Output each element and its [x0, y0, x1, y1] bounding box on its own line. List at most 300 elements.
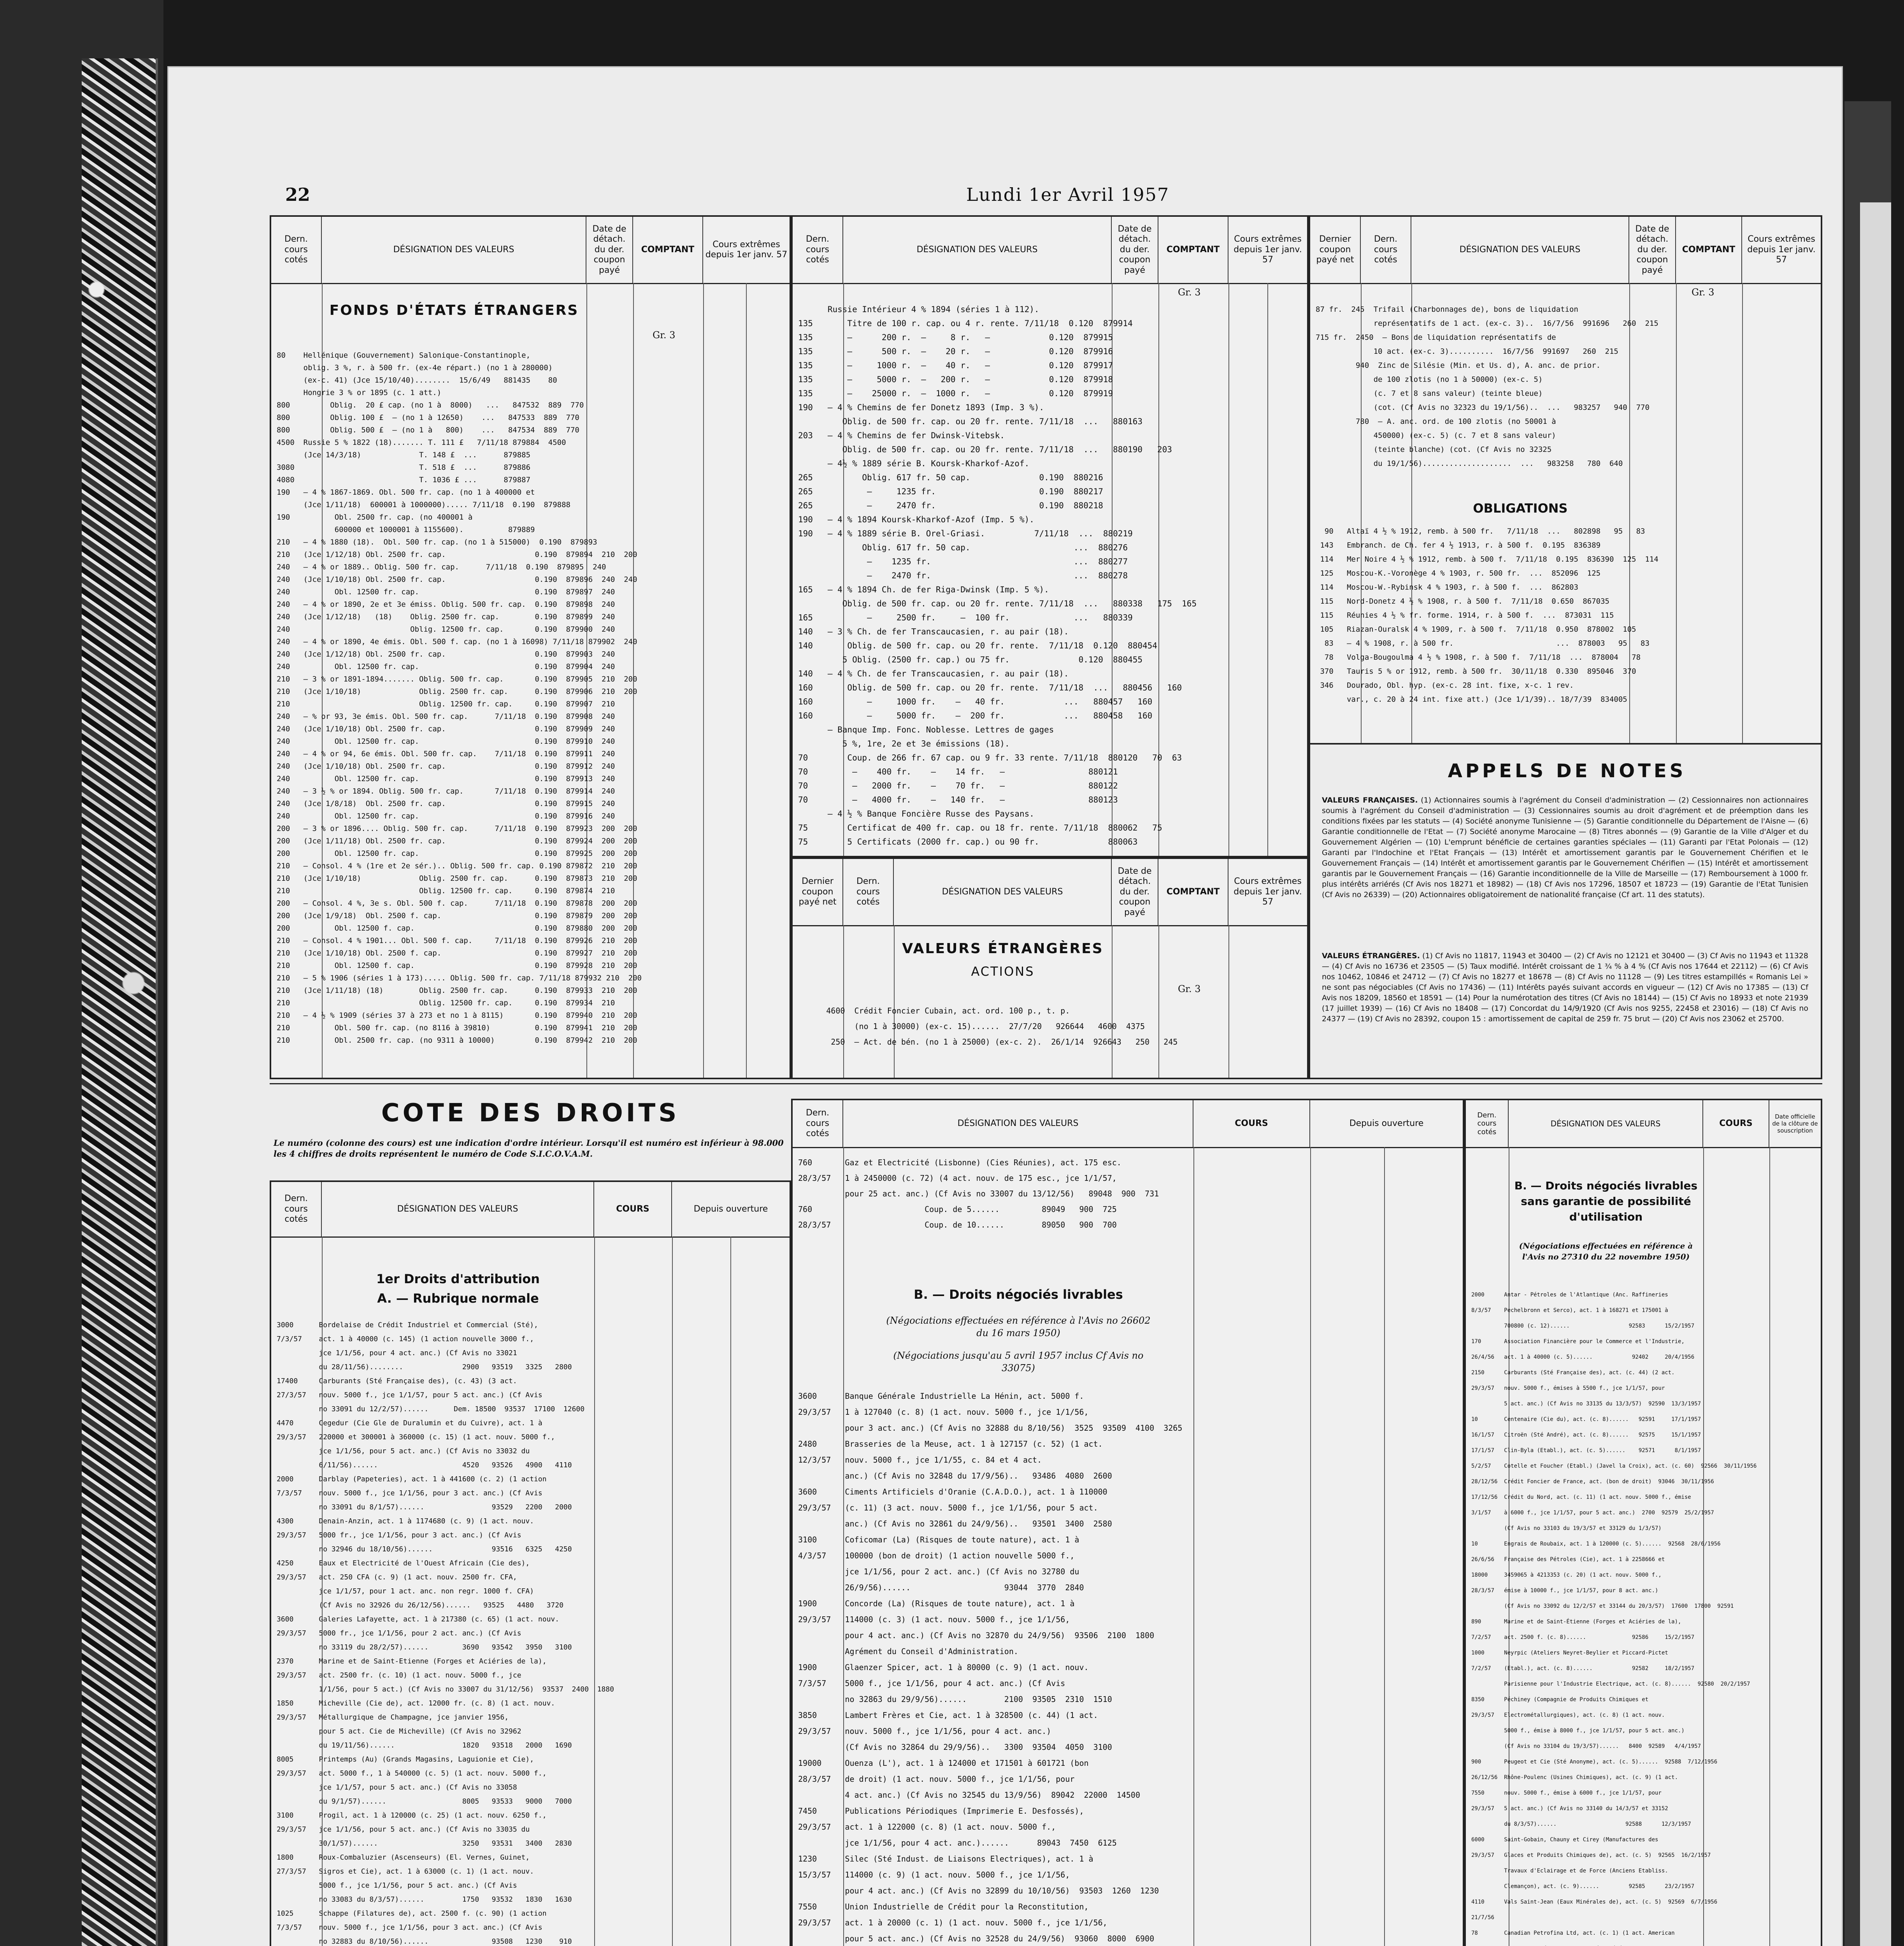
table-row: 210 Obl. 12500 f. cap. 0.190 879928 210 200 — [277, 961, 637, 970]
table-row: 4470 Cegedur (Cie Gle de Duralumin et du Cuivre), act. 1 à — [277, 1419, 542, 1427]
table-row: Agrément du Conseil d'Administration. — [798, 1647, 1018, 1656]
table-row: 30/1/57)...... 3250 93531 3400 2830 — [277, 1839, 572, 1848]
hdr-date-detach: Date de détach. du der. coupon payé — [1629, 217, 1676, 283]
table-row: 28/3/57 émise à 10000 f., jce 1/1/57, pour 8 act. anc.) — [1471, 1588, 1658, 1594]
table-row: 240 — 4 % or 1890, 2e et 3e émiss. Oblig. 500 fr. cap. 0.190 879898 240 — [277, 600, 615, 609]
droits-attribution-table — [270, 1180, 791, 1946]
hdr-comptant: COMPTANT — [1158, 859, 1228, 925]
table-row: Clemançon), act. (c. 9)...... 92585 23/2/1957 — [1471, 1883, 1695, 1890]
table-row: (teinte blanche) (cot. (Cf Avis no 32325 — [1316, 445, 1552, 454]
table-row: var., c. 20 à 24 int. fixe att.) (Jce 1/1/39).. 18/7/39 834005 — [1316, 695, 1627, 704]
table-row: 210 (Jce 1/12/18) Obl. 2500 fr. cap. 0.190 879894 210 200 — [277, 550, 637, 559]
table-header — [1310, 217, 1821, 284]
table-row: 10 act. (ex-c. 3).......... 16/7/56 991697 260 215 — [1316, 347, 1618, 356]
hdr-dern-cours: Dern. cours cotés — [1466, 1100, 1509, 1147]
table-row: 70 — 400 fr. — 14 fr. — 880121 — [798, 767, 1118, 776]
table-row: 190 — 4 % Chemins de fer Donetz 1893 (Imp. 3 %). — [798, 403, 1044, 412]
table-row: (c. 7 et 8 sans valeur) (teinte bleue) — [1316, 389, 1543, 398]
table-row: 140 — 3 % Ch. de fer Transcaucasien, r. au pair (18). — [798, 627, 1069, 636]
appels-title: APPELS DE NOTES — [1448, 760, 1686, 782]
table-row: 29/3/57 jce 1/1/56, pour 5 act. anc.) (Cf Avis no 33035 du — [277, 1825, 530, 1834]
droits-sans-garantie-table — [1464, 1099, 1822, 1946]
table-row: 240 (Jce 1/12/18) (18) Oblig. 2500 fr. cap. 0.190 879899 240 — [277, 613, 615, 621]
table-row: 190 Obl. 2500 fr. cap. (no 400001 à — [277, 513, 473, 522]
table-header — [271, 1182, 790, 1238]
table-row: 240 Obl. 12500 fr. cap. 0.190 879913 240 — [277, 775, 615, 783]
table-row: (Cf Avis no 33104 du 19/3/57)...... 8400 92589 4/4/1957 — [1471, 1743, 1701, 1749]
table-row: 114 Mer Noire 4 ½ % 1912, remb. à 500 f. 7/11/18 0.195 836390 125 114 — [1316, 555, 1658, 564]
col3-top-rows — [1316, 302, 1815, 481]
hdr-comptant: COMPTANT — [1158, 217, 1228, 283]
hdr-designation: DÉSIGNATION DES VALEURS — [843, 217, 1112, 283]
table-row: 27/3/57 nouv. 5000 f., jce 1/1/57, pour 5 act. anc.) (Cf Avis — [277, 1391, 542, 1399]
russie-table — [791, 215, 1309, 857]
table-row: (no 1 à 30000) (ex-c. 15)...... 27/7/20 926644 4600 4375 — [798, 1022, 1145, 1031]
table-row: 7/2/57 (Etabl.), act. (c. 8)...... 92582 18/2/1957 — [1471, 1665, 1695, 1672]
table-row: jce 1/1/56, pour 5 act. anc.) (Cf Avis no 33032 du — [277, 1447, 530, 1455]
appels-etrangeres — [1322, 951, 1808, 1024]
section-title: VALEURS ÉTRANGÈRES — [902, 941, 1104, 957]
table-row: 265 — 2470 fr. 0.190 880218 — [798, 501, 1103, 510]
table-row: 29/3/57 5000 fr., jce 1/1/56, pour 2 act. anc.) (Cf Avis — [277, 1629, 521, 1637]
table-body — [1310, 283, 1821, 743]
table-row: Oblig. 617 fr. 50 cap. ... 880276 — [798, 543, 1128, 552]
table-body — [793, 925, 1307, 1078]
table-row: 210 — 5 % 1906 (séries 1 à 173)..... Oblig. 500 fr. cap. 7/11/18 879932 210 200 — [277, 974, 642, 982]
table-row: 265 Oblig. 617 fr. 50 cap. 0.190 880216 — [798, 473, 1103, 482]
table-body — [271, 1236, 790, 1946]
table-row: 240 (Jce 1/10/18) Obl. 2500 fr. cap. 0.190 879896 240 240 — [277, 575, 637, 584]
table-row: 890 Marine et de Saint-Étienne (Forges et Aciéries de la), — [1471, 1619, 1681, 1625]
section-subtitle: ACTIONS — [971, 964, 1035, 979]
table-row: 28/3/57 de droit) (1 act. nouv. 5000 f., jce 1/1/56, pour — [798, 1774, 1075, 1784]
table-row: 18000 3459065 à 4213353 (c. 20) (1 act. nouv. 5000 f., — [1471, 1572, 1662, 1578]
table-row: 240 — 4 % or 94, 6e émis. Obl. 500 fr. cap. 7/11/18 0.190 879911 240 — [277, 750, 615, 758]
table-row: 1850 Micheville (Cie de), act. 12000 fr. (c. 8) (1 act. nouv. — [277, 1699, 555, 1707]
table-row: du 28/11/56)........ 2900 93519 3325 2800 — [277, 1363, 572, 1371]
table-row: 240 — 3 ½ % or 1894. Oblig. 500 fr. cap. 7/11/18 0.190 879914 240 — [277, 787, 615, 796]
table-row: pour 4 act. anc.) (Cf Avis no 32899 du 10/10/56) 93503 1260 1230 — [798, 1886, 1159, 1895]
droits-rows — [277, 1318, 784, 1946]
table-row: 200 — Consol. 4 %, 3e s. Obl. 500 f. cap. 7/11/18 0.190 879878 200 200 — [277, 899, 637, 908]
note-b1: (Négociations effectuées en référence à l'Avis no 26602 du 16 mars 1950) — [886, 1315, 1151, 1338]
marbled-edge — [82, 58, 158, 1946]
hdr-cours-extremes: Cours extrêmes depuis 1er janv. 57 — [705, 239, 788, 260]
table-row: 760 Coup. de 5...... 89049 900 725 — [798, 1205, 1117, 1214]
table-row: no 33091 du 12/2/57)...... Dem. 18500 93537 17100 12600 — [277, 1405, 585, 1413]
table-row: no 33091 du 8/1/57)...... 93529 2200 2000 — [277, 1503, 572, 1511]
table-row: 10 Engrais de Roubaix, act. 1 à 120000 (c. 5)...... 92568 28/6/1956 — [1471, 1541, 1721, 1547]
hdr-cours: COURS — [1703, 1100, 1769, 1147]
table-row: 28/3/57 1 à 2450000 (c. 72) (4 act. nouv. de 175 esc., jce 1/1/57, — [798, 1173, 1117, 1183]
hdr-date-detach: Date de détach. du der. coupon payé — [586, 217, 633, 283]
table-row: 1800 Roux-Combaluzier (Ascenseurs) (El. Vernes, Guinet, — [277, 1853, 530, 1862]
hdr-depuis-ouverture: Depuis ouverture — [693, 1204, 768, 1214]
table-row: 203 — 4 % Chemins de fer Dwinsk-Vitebsk. — [798, 431, 1005, 440]
table-row: 6000 Saint-Gobain, Chauny et Cirey (Manufactures des — [1471, 1837, 1658, 1843]
table-row: 3600 Ciments Artificiels d'Oranie (C.A.D.O.), act. 1 à 110000 — [798, 1487, 1107, 1496]
table-row: jce 1/1/56, pour 2 act. anc.) (Cf Avis no 32780 du — [798, 1567, 1079, 1576]
table-row: 715 fr. 2450 — Bons de liquidation représentatifs de — [1316, 333, 1556, 342]
table-row: 29/3/57 1 à 127040 (c. 8) (1 act. nouv. 5000 f., jce 1/1/56, — [798, 1407, 1089, 1417]
table-row: 29/3/57 act. 1 à 20000 (c. 1) (1 act. nouv. 5000 f., jce 1/1/56, — [798, 1918, 1107, 1927]
hdr-date-officielle: Date officielle de la clôture de souscription — [1772, 1113, 1818, 1134]
appels-et-label: VALEURS ÉTRANGÈRES. — [1322, 952, 1420, 960]
table-row: 3600 Banque Générale Industrielle La Hénin, act. 5000 f. — [798, 1391, 1084, 1401]
table-row: 5000 f., émise à 8000 f., jce 1/1/57, pour 5 act. anc.) — [1471, 1728, 1685, 1734]
table-row: 29/3/57 Glaces et Produits Chimiques de), act. (c. 5) 92565 16/2/1957 — [1471, 1852, 1711, 1858]
table-row: jce 1/1/56, pour 4 act. anc.)...... 89043 7450 6125 — [798, 1838, 1117, 1848]
table-row: 210 Obl. 2500 fr. cap. (no 9311 à 10000) 0.190 879942 210 200 — [277, 1036, 637, 1045]
hdr-designation: DÉSIGNATION DES VALEURS — [1411, 217, 1629, 283]
hdr-dernier-coupon: Dernier coupon payé net — [1310, 217, 1361, 283]
table-row: no 33083 du 8/3/57)...... 1750 93532 1830 1630 — [277, 1895, 572, 1904]
table-row: 135 Titre de 100 r. cap. ou 4 r. rente. 7/11/18 0.120 879914 — [798, 319, 1133, 328]
table-row: 29/3/57 act. 2500 fr. (c. 10) (1 act. nouv. 5000 f., jce — [277, 1671, 521, 1679]
table-row: 105 Riazan-Ouralsk 4 % 1909, r. à 500 f. 7/11/18 0.950 878002 105 — [1316, 625, 1636, 634]
table-row: 240 (Jce 1/10/18) Obl. 2500 fr. cap. 0.190 879909 240 — [277, 725, 615, 733]
table-row: (ex-c. 41) (Jce 15/10/40)........ 15/6/49 881435 80 — [277, 376, 557, 385]
table-row: 70 — 4000 fr. — 140 fr. — 880123 — [798, 795, 1118, 804]
table-row: 15/3/57 114000 (c. 9) (1 act. nouv. 5000 f., jce 1/1/56, — [798, 1870, 1070, 1879]
table-row: 87 fr. 245 Trifail (Charbonnages de), bons de liquidation — [1316, 305, 1578, 314]
table-row: 135 — 200 r. — 8 r. — 0.120 879915 — [798, 333, 1113, 342]
hdr-designation: DÉSIGNATION DES VALEURS — [894, 859, 1112, 925]
hdr-cours-extremes: Cours extrêmes depuis 1er janv. 57 — [1234, 876, 1302, 907]
table-row: 90 Altaï 4 ½ % 1912, remb. à 500 fr. 7/11/18 ... 802898 95 83 — [1316, 527, 1645, 536]
table-row: 240 — % or 93, 3e émis. Obl. 500 fr. cap. 7/11/18 0.190 879908 240 — [277, 712, 615, 721]
table-row: 210 — Consol. 4 % (1re et 2e sér.).. Oblig. 500 fr. cap. 0.190 879872 210 200 — [277, 862, 637, 870]
table-row: 115 Nord-Donetz 4 ½ % 1908, r. à 500 f. 7/11/18 0.650 867035 — [1316, 597, 1609, 606]
table-row: (Jce 1/11/18) 600001 à 1000000)..... 7/11/18 0.190 879888 — [277, 501, 570, 509]
table-row: 7450 Publications Périodiques (Imprimerie E. Desfossés), — [798, 1806, 1084, 1816]
table-row: 135 — 500 r. — 20 r. — 0.120 879916 — [798, 347, 1113, 356]
col3-oblig-rows — [1316, 524, 1815, 739]
table-row: 19000 Ouenza (L'), act. 1 à 124000 et 171501 à 601721 (bon — [798, 1758, 1089, 1768]
table-row: 140 Oblig. de 500 fr. cap. ou 20 fr. rente. 7/11/18 0.120 880454 — [798, 641, 1157, 650]
table-row: 70 Coup. de 266 fr. 67 cap. ou 9 fr. 33 rente. 7/11/18 880120 70 63 — [798, 753, 1182, 762]
table-row: pour 5 act. Cie de Micheville) (Cf Avis no 32962 — [277, 1727, 521, 1735]
hdr-dern-cours: Dern. cours cotés — [793, 217, 843, 283]
table-row: 170 Association Financière pour le Commerce et l'Industrie, — [1471, 1338, 1685, 1345]
table-row: Oblig. de 500 fr. cap. ou 20 fr. rente. 7/11/18 ... 880190 203 — [798, 445, 1172, 454]
table-row: 200 Obl. 12500 fr. cap. 0.190 879925 200 200 — [277, 849, 637, 858]
table-row: 2370 Marine et de Saint-Etienne (Forges et Aciéries de la), — [277, 1657, 547, 1665]
table-row: 125 Moscou-K.-Voronège 4 % 1903, r. 500 fr. ... 852096 125 — [1316, 569, 1601, 578]
appels-fr-label: VALEURS FRANÇAISES. — [1322, 796, 1418, 804]
table-row: 210 Oblig. 12500 fr. cap. 0.190 879907 210 — [277, 700, 615, 708]
table-row: 26/4/56 act. 1 à 40000 (c. 5)...... 92402 20/4/1956 — [1471, 1354, 1695, 1360]
table-row: 7/3/57 nouv. 5000 f., jce 1/1/56, pour 3 act. anc.) (Cf Avis — [277, 1923, 542, 1932]
table-row: du 9/1/57)...... 8005 93533 9000 7000 — [277, 1797, 572, 1805]
table-row: 210 Oblig. 12500 fr. cap. 0.190 879934 210 — [277, 999, 615, 1007]
table-row: 210 (Jce 1/11/18) (18) Oblig. 2500 fr. cap. 0.190 879933 210 200 — [277, 986, 637, 995]
droits-negocies-table — [791, 1099, 1464, 1946]
table-row: 29/3/57 act. 5000 f., 1 à 540000 (c. 5) (1 act. nouv. 5000 f., — [277, 1769, 547, 1777]
table-row: 1900 Glaenzer Spicer, act. 1 à 80000 (c. 9) (1 act. nouv. — [798, 1663, 1089, 1672]
table-row: — 4 ½ % Banque Foncière Russe des Paysans. — [798, 809, 1034, 818]
table-row: 29/3/57 114000 (c. 3) (1 act. nouv. 5000 f., jce 1/1/56, — [798, 1615, 1070, 1624]
table-row: pour 4 act. anc.) (Cf Avis no 32870 du 24/9/56) 93506 2100 1800 — [798, 1631, 1155, 1640]
table-row: 240 Obl. 12500 fr. cap. 0.190 879916 240 — [277, 812, 615, 820]
table-header — [1466, 1100, 1821, 1148]
page-number: 22 — [285, 184, 311, 205]
table-row: 2000 Darblay (Papeteries), act. 1 à 441600 (c. 2) (1 action — [277, 1475, 547, 1483]
col2-rows — [798, 302, 1302, 852]
table-row: 240 — 4 % or 1889.. Oblig. 500 fr. cap. 7/11/18 0.190 879895 240 — [277, 563, 606, 571]
table-row: 78 Canadian Petrofina Ltd, act. (c. 1) (1 act. American — [1471, 1930, 1675, 1936]
table-row: 190 — 4 % 1867-1869. Obl. 500 fr. cap. (no 1 à 400000 et — [277, 488, 535, 497]
hdr-cours: COURS — [594, 1182, 672, 1236]
table-row: 1/1/56, pour 5 act.) (Cf Avis no 33007 du 31/12/56) 93537 2400 1880 — [277, 1685, 614, 1693]
hdr-dernier-coupon: Dernier coupon payé net — [793, 859, 843, 925]
table-row: 7550 Union Industrielle de Crédit pour la Reconstitution, — [798, 1902, 1089, 1911]
table-row: 7550 nouv. 5000 f., émise à 6000 f., jce 1/1/57, pour — [1471, 1790, 1662, 1796]
table-row: 17/1/57 Clin-Byla (Etabl.), act. (c. 5)...... 92571 8/1/1957 — [1471, 1447, 1701, 1454]
hdr-designation: DÉSIGNATION DES VALEURS — [1509, 1100, 1703, 1147]
table-row: 210 Oblig. 12500 fr. cap. 0.190 879874 210 — [277, 887, 615, 895]
hdr-cours: COURS — [1193, 1100, 1310, 1147]
table-row: 8005 Printemps (Au) (Grands Magasins, Laguionie et Cie), — [277, 1755, 534, 1763]
table-row: 75 Certificat de 400 fr. cap. ou 18 fr. rente. 7/11/18 880062 75 — [798, 823, 1162, 832]
table-row: 210 (Jce 1/10/18) Oblig. 2500 fr. cap. 0.190 879873 210 200 — [277, 874, 637, 883]
table-row: 165 — 4 % 1894 Ch. de fer Riga-Dwinsk (Imp. 5 %). — [798, 585, 1049, 594]
table-row: no 32863 du 29/9/56)...... 2100 93505 2310 1510 — [798, 1695, 1112, 1704]
table-row: oblig. 3 %, r. à 500 fr. (ex-4e répart.) (no 1 à 280000) — [277, 364, 553, 372]
table-row: 210 — Consol. 4 % 1901... Obl. 500 f. cap. 7/11/18 0.190 879926 210 200 — [277, 936, 637, 945]
group-label: Gr. 3 — [653, 330, 676, 341]
table-row: 1000 Neyrpic (Ateliers Neyret-Beylier et Piccard-Pictet — [1471, 1650, 1668, 1656]
table-row: 5 Oblig. (2500 fr. cap.) ou 75 fr. 0.120 880455 — [798, 655, 1143, 664]
table-row: Travaux d'Eclairage et de Force (Anciens Etabliss. — [1471, 1868, 1668, 1874]
hdr-date-detach: Date de détach. du der. coupon payé — [1112, 859, 1158, 925]
table-row: 29/3/57 220000 et 300001 à 360000 (c. 15) (1 act. nouv. 5000 f., — [277, 1433, 555, 1441]
table-row: représentatifs de 1 act. (ex-c. 3).. 16/7/56 991696 260 215 — [1316, 319, 1658, 328]
table-row: 26/9/56)...... 93044 3770 2840 — [798, 1583, 1084, 1592]
table-row: 450000) (ex-c. 5) (c. 7 et 8 sans valeur) — [1316, 431, 1556, 440]
hdr-dern-cours: Dern. cours cotés — [793, 1100, 843, 1147]
table-row: 4/3/57 100000 (bon de droit) (1 action nouvelle 5000 f., — [798, 1551, 1075, 1560]
table-row: 800 Oblig. 20 £ cap. (no 1 à 8000) ... 847532 889 770 — [277, 401, 584, 409]
table-row: 17400 Carburants (Sté Française des), (c. 43) (3 act. — [277, 1377, 517, 1385]
section-title: FONDS D'ÉTATS ÉTRANGERS — [329, 302, 579, 318]
table-row: 4 act. anc.) (Cf Avis no 32545 du 13/9/56) 89042 22000 14500 — [798, 1790, 1140, 1800]
table-row: no 32883 du 8/10/56)...... 93508 1230 910 — [277, 1937, 572, 1946]
table-row: 29/3/57 5 act. anc.) (Cf Avis no 33140 du 14/3/57 et 33152 — [1471, 1805, 1668, 1812]
hdr-dern-cours: Dern. cours cotés — [271, 217, 322, 283]
table-row: jce 1/1/57, pour 5 act. anc.) (Cf Avis no 33058 — [277, 1783, 517, 1791]
table-row: 240 (Jce 1/12/18) Obl. 2500 fr. cap. 0.190 879903 240 — [277, 650, 615, 659]
table-row: 370 Tauris 5 % or 1912, remb. à 500 fr. 30/11/18 0.330 895046 370 — [1316, 667, 1636, 676]
table-header — [793, 217, 1307, 284]
table-row: 143 Embranch. de Ch. fer 4 ½ 1913, r. à 500 f. 0.195 836389 — [1316, 541, 1601, 550]
table-row: 900 Peugeot et Cie (Sté Anonyme), act. (c. 5)...... 92588 7/12/1956 — [1471, 1759, 1718, 1765]
table-body — [1466, 1147, 1821, 1946]
table-row: 1230 Silec (Sté Indust. de Liaisons Electriques), act. 1 à — [798, 1854, 1093, 1863]
table-row: 4600 Crédit Foncier Cubain, act. ord. 100 p., t. p. — [798, 1006, 1070, 1015]
table-row: 7/3/57 nouv. 5000 f., jce 1/1/56, pour 3 act. anc.) (Cf Avis — [277, 1489, 542, 1497]
table-row: 210 Obl. 500 fr. cap. (no 8116 à 39810) 0.190 879941 210 200 — [277, 1024, 637, 1032]
appels-box — [1309, 745, 1822, 1079]
table-row: 210 — 3 % or 1891-1894....... Oblig. 500 fr. cap. 0.190 879905 210 200 — [277, 675, 637, 683]
table-row: 265 — 1235 fr. 0.190 880217 — [798, 487, 1103, 496]
table-row — [1471, 1941, 1815, 1946]
table-row: 346 Dourado, Obl. hyp. (ex-c. 28 int. fixe, x-c. 1 rev. — [1316, 681, 1574, 690]
table-row: 780 — A. anc. ord. de 100 zlotis (no 50001 à — [1316, 417, 1556, 426]
table-row: 75 5 Certificats (2000 fr. cap.) ou 90 fr. 880063 — [798, 837, 1138, 847]
hdr-dern-cours: Dern. cours cotés — [271, 1182, 322, 1236]
table-row: 3100 Coficomar (La) (Risques de toute nature), act. 1 à — [798, 1535, 1079, 1544]
table-row: 160 — 1000 fr. — 40 fr. ... 880457 160 — [798, 697, 1153, 706]
group-label: Gr. 3 — [1178, 984, 1201, 994]
table-row: — 2470 fr. ... 880278 — [798, 571, 1128, 580]
table-header — [271, 217, 790, 284]
table-row: pour 25 act. anc.) (Cf Avis no 33007 du 13/12/56) 89048 900 731 — [798, 1189, 1159, 1198]
table-row: 250 — Act. de bén. (no 1 à 25000) (ex-c. 2). 26/1/14 926643 250 245 — [798, 1037, 1178, 1047]
table-row: 1900 Concorde (La) (Risques de toute nature), act. 1 à — [798, 1599, 1075, 1608]
table-row: 29/3/57 Métallurgique de Champagne, jce janvier 1956, — [277, 1713, 509, 1721]
section-droits-attribution: 1er Droits d'attribution — [376, 1272, 540, 1286]
group-label: Gr. 3 — [1692, 287, 1714, 298]
table-row: 7/3/57 5000 f., jce 1/1/56, pour 4 act. anc.) (Cf Avis — [798, 1679, 1065, 1688]
table-row: 1025 Schappe (Filatures de), act. 2500 f. (c. 90) (1 action — [277, 1909, 547, 1918]
table-row: 240 Oblig. 12500 fr. cap. 0.190 879900 240 — [277, 625, 615, 634]
table-row: (Cf Avis no 32926 du 26/12/56)...... 93525 4480 3720 — [277, 1601, 563, 1609]
table-row: 4500 Russie 5 % 1822 (18)....... T. 111 £ 7/11/18 879884 4500 — [277, 438, 566, 447]
table-row: 29/3/57 (c. 11) (3 act. nouv. 5000 f., jce 1/1/56, pour 5 act. — [798, 1503, 1098, 1512]
table-row: 29/3/57 act. 1 à 122000 (c. 8) (1 act. nouv. 5000 f., — [798, 1822, 1056, 1832]
table-row: 114 Moscou-W.-Rybinsk 4 % 1903, r. à 500 f. ... 862803 — [1316, 583, 1578, 592]
table-row: 240 Obl. 12500 fr. cap. 0.190 879897 240 — [277, 588, 615, 596]
table-row: 760 Gaz et Electricité (Lisbonne) (Cies Réunies), act. 175 esc. — [798, 1158, 1121, 1167]
table-row: du 19/11/56)...... 1820 93518 2000 1690 — [277, 1741, 572, 1749]
table-row: 160 — 5000 fr. — 200 fr. ... 880458 160 — [798, 711, 1153, 720]
table-row: 4110 Vals Saint-Jean (Eaux Minérales de), act. (c. 5) 92569 6/7/1956 — [1471, 1899, 1718, 1905]
table-row: 27/3/57 Sigros et Cie), act. 1 à 63000 (c. 1) (1 act. nouv. — [277, 1867, 534, 1876]
appels-et-text: (1) Cf Avis no 11817, 11943 et 30400 — (2) Cf Avis no 12121 et 30400 — (3) Cf Avis no 11943 et 11328 — (4) Cf Avis no 16736 et 23505 — (5) Taux modifié. Intérêt croissant de 1 ¾ % à 4 % (Cf Avis nos 17644 et 22112) — (6) Cf Avis nos 10462, 10846 et 24712 — (7) Cf Avis no 18277 et 18678 — (8) Cf Avis no 11128 — (9) Les titres estampillés « Romanis Lei » ne sont pas négociables (Cf Avis no 17436) — (11) Intérêts payés suivant accords en vigueur — (12) Cf Avis no 17385 — (13) Cf Avis nos 18209, 18560 et 18591 — (14) Pour la numérotation des titres (Cf Avis no 18144) — (15) Cf Avis no 18933 et note 21939 (17 juillet 1939) — (16) Cf Avis no 18408 — (17) Concordat du 14/9/1920 (Cf Avis nos 9255, 22458 et 23016) — (18) Cf Avis no 24377 — (19) Cf Avis no 28392, coupon 15 : amortissement de capital de 259 fr. 75 brut — (20) Cf Avis nos 23062 et 25700. — [1322, 952, 1808, 1023]
horizontal-rule — [270, 1083, 1822, 1084]
page-date: Lundi 1er Avril 1957 — [966, 184, 1170, 205]
table-row: (Jce 14/3/18) T. 148 £ ... 879885 — [277, 451, 531, 459]
table-row: 240 (Jce 1/10/18) Obl. 2500 fr. cap. 0.190 879912 240 — [277, 762, 615, 771]
table-row: 4080 T. 1036 £ ... 879887 — [277, 476, 531, 484]
section-sans-garantie: B. — Droits négociés livrables sans garantie de possibilité d'utilisation — [1514, 1179, 1698, 1223]
table-row: no 32946 du 18/10/56)...... 93516 6325 4250 — [277, 1545, 572, 1553]
sans-garantie-rows — [1471, 1287, 1815, 1946]
table-row: 135 — 1000 r. — 40 r. — 0.120 879917 — [798, 361, 1113, 370]
table-row: Parisienne pour l'Industrie Electrique, act. (c. 8)...... 92580 20/2/1957 — [1471, 1681, 1750, 1687]
table-row: (Cf Avis no 33092 du 12/2/57 et 33144 du 20/3/57) 17600 17800 92591 — [1471, 1603, 1734, 1609]
table-row: 3100 Progil, act. 1 à 120000 (c. 25) (1 act. nouv. 6250 f., — [277, 1811, 547, 1820]
table-header — [793, 859, 1307, 926]
table-row: jce 1/1/57, pour 1 act. anc. non regr. 1000 f. CFA) — [277, 1587, 534, 1595]
valeurs-etrangeres-table — [791, 857, 1309, 1079]
table-row: 240 Obl. 12500 fr. cap. 0.190 879910 240 — [277, 737, 615, 746]
table-row: 600000 et 1000001 à 1155600). 879889 — [277, 525, 535, 534]
table-row: 28/12/56 Crédit Foncier de France, act. (bon de droit) 93046 30/11/1956 — [1471, 1479, 1714, 1485]
table-row: 240 — 4 % or 1890, 4e émis. Obl. 500 f. cap. (no 1 à 16098) 7/11/18 879902 240 — [277, 638, 637, 646]
appels-francaises — [1322, 795, 1808, 900]
table-row: 29/3/57 act. 250 CFA (c. 9) (1 act. nouv. 2500 fr. CFA, — [277, 1573, 517, 1581]
table-row: 200 Obl. 12500 f. cap. 0.190 879880 200 200 — [277, 924, 637, 933]
table-row: 83 — 4 % 1908, r. à 500 fr. ... 878003 95 83 — [1316, 639, 1650, 648]
table-row: 29/3/57 5000 fr., jce 1/1/56, pour 3 act. anc.) (Cf Avis — [277, 1531, 521, 1539]
cote-droits-title: COTE DES DROITS — [381, 1099, 680, 1128]
table-row: 240 (Jce 1/8/18) Obl. 2500 fr. cap. 0.190 879915 240 — [277, 799, 615, 808]
table-row: Hongrie 3 % or 1895 (c. 1 att.) — [277, 388, 442, 397]
table-row: 135 — 5000 r. — 200 r. — 0.120 879918 — [798, 375, 1113, 384]
table-row: 80 Hellénique (Gouvernement) Salonique-Constantinople, — [277, 351, 531, 360]
table-row: pour 3 act. anc.) (Cf Avis no 32888 du 8/10/56) 3525 93509 4100 3265 — [798, 1423, 1183, 1433]
next-page-sheet — [1860, 202, 1891, 1946]
table-row: 190 — 4 % 1894 Koursk-Kharkof-Azof (Imp. 5 %). — [798, 515, 1034, 524]
table-row: 26/6/56 Française des Pétroles (Cie), act. 1 à 2258666 et — [1471, 1556, 1665, 1563]
table-row: 70 — 2000 fr. — 70 fr. — 880122 — [798, 781, 1118, 790]
table-row: 800 Oblig. 500 £ — (no 1 à 800) ... 847534 889 770 — [277, 426, 579, 434]
table-body — [793, 1147, 1463, 1946]
hdr-designation: DÉSIGNATION DES VALEURS — [322, 1182, 594, 1236]
ve-rows — [798, 1003, 1302, 1074]
table-row: (cot. (Cf Avis no 32323 du 19/1/56).. ... 983257 940 770 — [1316, 403, 1650, 412]
table-row: 4300 Denain-Anzin, act. 1 à 1174680 (c. 9) (1 act. nouv. — [277, 1517, 534, 1525]
table-row: Russie Intérieur 4 % 1894 (séries 1 à 112). — [798, 305, 1039, 314]
cote-droits-note: Le numéro (colonne des cours) est une indication d'ordre intérieur. Lorsqu'il est numéro est inférieur à 98.000 les 4 chiffres de droits représentent le numéro de Code S.I.C.O.V.A.M. — [274, 1138, 784, 1159]
table-row: 17/12/56 Crédit du Nord, act. (c. 11) (1 act. nouv. 5000 f., émise — [1471, 1494, 1691, 1500]
table-row: 7/2/57 act. 2500 f. (c. 8)...... 92586 15/2/1957 — [1471, 1634, 1695, 1640]
subsection-rubrique-normale: A. — Rubrique normale — [377, 1291, 539, 1306]
table-row: 29/3/57 Electrométallurgiques), act. (c. 8) (1 act. nouv. — [1471, 1712, 1665, 1718]
note-b2: (Négociations jusqu'au 5 avril 1957 inclus Cf Avis no 33075) — [893, 1350, 1144, 1373]
table-row: 26/12/56 Rhône-Poulenc (Usines Chimiques), act. (c. 9) (1 act. — [1471, 1774, 1678, 1781]
hdr-comptant: COMPTANT — [1676, 217, 1742, 283]
table-row: 165 — 2500 fr. — 100 fr. ... 880339 — [798, 613, 1133, 622]
hdr-dern-cours: Dern. cours cotés — [843, 859, 894, 925]
table-row: 140 — 4 % Ch. de fer Transcaucasien, r. au pair (18). — [798, 669, 1069, 678]
table-row: 10 Centenaire (Cie du), act. (c. 8)...... 92591 17/1/1957 — [1471, 1416, 1701, 1423]
table-row: 200 — 3 % or 1896.... Oblig. 500 fr. cap. 7/11/18 0.190 879923 200 200 — [277, 824, 637, 833]
table-row: Oblig. de 500 fr. cap. ou 20 fr. rente. 7/11/18 ... 880163 — [798, 417, 1143, 426]
table-row: jce 1/1/56, pour 4 act. anc.) (Cf Avis no 33021 — [277, 1349, 517, 1357]
table-row: 3080 T. 518 £ ... 879886 — [277, 463, 531, 472]
table-row: 5000 f., jce 1/1/56, pour 5 act. anc.) (Cf Avis — [277, 1881, 517, 1890]
table-row: 12/3/57 nouv. 5000 f., jce 1/1/55, c. 84 et 4 act. — [798, 1455, 1042, 1465]
table-row: 2150 Carburants (Sté Française des), act. (c. 44) (2 act. — [1471, 1370, 1675, 1376]
table-row: 200 (Jce 1/9/18) Obl. 2500 f. cap. 0.190 879879 200 200 — [277, 912, 637, 920]
table-row: 5 act. anc.) (Cf Avis no 33135 du 13/3/57) 92590 13/3/1957 — [1471, 1401, 1701, 1407]
group-label: Gr. 3 — [1178, 287, 1201, 298]
table-row: 210 — 4 % 1880 (18). Obl. 500 fr. cap. (no 1 à 515000) 0.190 879893 — [277, 538, 597, 546]
table-row: 3/1/57 à 6000 f., jce 1/1/57, pour 5 act. anc.) 2700 92579 25/2/1957 — [1471, 1510, 1714, 1516]
negocies-rows — [798, 1388, 1457, 1946]
table-row: 16/1/57 Citroën (Sté André), act. (c. 8)...... 92575 15/1/1957 — [1471, 1432, 1701, 1438]
table-row: 21/7/56 — [1471, 1914, 1495, 1921]
table-row: 29/3/57 nouv. 5000 f., jce 1/1/56, pour 4 act. anc.) — [798, 1726, 1051, 1736]
table-row: de 100 zlotis (no 1 à 50000) (ex-c. 5) — [1316, 375, 1543, 384]
table-row: 5 %, 1re, 2e et 3e émissions (18). — [798, 739, 1010, 748]
table-row: 7/3/57 act. 1 à 40000 (c. 145) (1 action nouvelle 3000 f., — [277, 1335, 534, 1343]
table-row: 3600 Galeries Lafayette, act. 1 à 217380 (c. 65) (1 act. nouv. — [277, 1615, 560, 1623]
table-row: 210 (Jce 1/10/18) Obl. 2500 f. cap. 0.190 879927 210 200 — [277, 949, 637, 957]
table-row: 940 Zinc de Silésie (Min. et Us. d), A. anc. de prior. — [1316, 361, 1601, 370]
table-row: anc.) (Cf Avis no 32848 du 17/9/56).. 93486 4080 2600 — [798, 1471, 1112, 1481]
table-row: 8350 Péchiney (Compagnie de Produits Chimiques et — [1471, 1697, 1649, 1703]
col1-rows — [277, 349, 784, 1074]
hdr-cours-extremes: Cours extrêmes depuis 1er janv. 57 — [1234, 234, 1302, 265]
note-sans-garantie: (Négociations effectuées en référence à l'Avis no 27310 du 22 novembre 1950) — [1519, 1241, 1693, 1261]
table-row: pour 5 act. anc.) (Cf Avis no 32528 du 24/9/56) 93060 8000 6900 — [798, 1934, 1155, 1943]
table-row: Oblig. de 500 fr. cap. ou 20 fr. rente. 7/11/18 ... 880338 175 165 — [798, 599, 1197, 608]
table-row: 3850 Lambert Frères et Cie, act. 1 à 328500 (c. 44) (1 act. — [798, 1711, 1098, 1720]
